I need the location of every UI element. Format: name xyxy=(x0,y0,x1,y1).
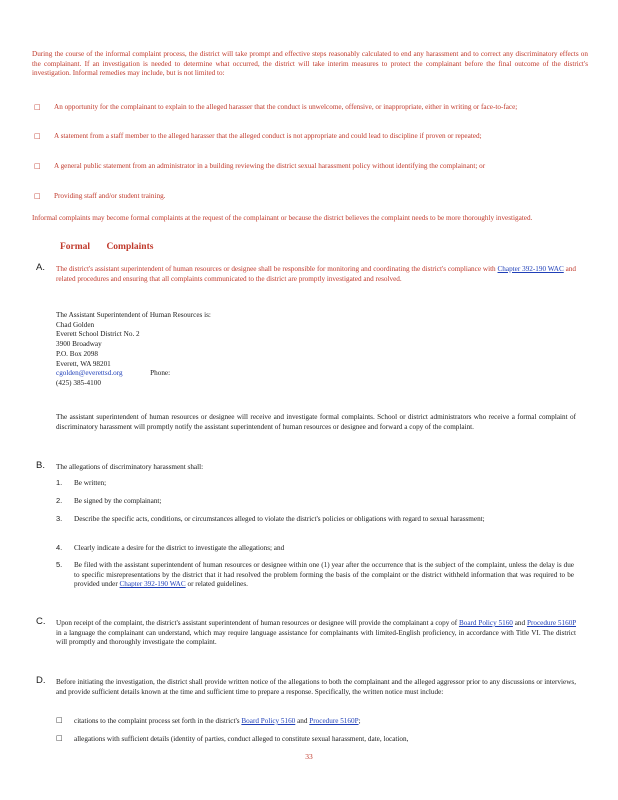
item-number: 3. xyxy=(56,514,63,523)
item-number: 5. xyxy=(56,560,63,569)
intro-paragraph-2: Informal complaints may become formal complaints at the request of the complainant or because the district believes the complaint needs to be more thoroughly investigated. xyxy=(32,214,533,222)
d-bullet-1-end: ; xyxy=(358,717,361,725)
bullet-icon: □ xyxy=(34,192,41,200)
section-b-intro: The allegations of discriminatory harassment shall: xyxy=(56,463,204,471)
bullet-icon: □ xyxy=(56,716,63,724)
section-c-t1: Upon receipt of the complaint, the district's assistant superintendent of human resources or designee will provide the complainant a copy of xyxy=(56,619,458,627)
intro-bullet-1: An opportunity for the complainant to explain to the alleged harasser that the conduct is unwelcome, offensive, or inappropriate, either in writing or face-to-face; xyxy=(54,103,518,111)
item-number: 1. xyxy=(56,478,63,487)
section-a-text xyxy=(56,265,576,284)
intro-bullet-3: A general public statement from an administrator in a building reviewing the district sexual harassment policy without identifying the complainant; or xyxy=(54,162,486,170)
item-number: 2. xyxy=(56,496,63,505)
d-bullet-1-text: citations to the complaint process set forth in the district's xyxy=(74,717,240,725)
bullet-icon: □ xyxy=(34,162,41,170)
contact-city: Everett, WA 98201 xyxy=(56,359,111,368)
list-item: Describe the specific acts, conditions, or circumstances alleged to violate the district's policies or obligations with regard to sexual harassment; xyxy=(74,515,485,523)
list-item: Be signed by the complainant; xyxy=(74,497,162,505)
contact-phone: (425) 385-4100 xyxy=(56,378,101,387)
page-number: 33 xyxy=(305,752,313,761)
section-d-text: Before initiating the investigation, the district shall provide written notice of the allegations to both the complainant and the alleged aggressor prior to any discussions or interviews, and provide sufficient details known at the time and sufficient time to prepare a response. Specifically, the written notice must include: xyxy=(56,678,576,696)
section-a-paragraph: The assistant superintendent of human resources or designee will receive and investigate formal complaints. School or district administrators who receive a formal complaint of discriminatory harassment will promptly notify the assistant superintendent of human resources or designee and forward a copy of the complaint. xyxy=(56,413,576,431)
contact-name: Chad Golden xyxy=(56,320,95,329)
item-number: 4. xyxy=(56,543,63,552)
contact-phone-label: Phone: xyxy=(150,369,171,378)
contact-street: 3900 Broadway xyxy=(56,340,102,349)
section-letter-b: B. xyxy=(36,460,45,471)
section-letter-a: A. xyxy=(36,262,45,273)
board-policy-link[interactable]: Board Policy 5160 xyxy=(241,717,296,725)
bullet-icon: □ xyxy=(34,103,41,111)
section-heading: Formal Complaints xyxy=(60,242,154,252)
list-item xyxy=(74,561,574,590)
wac-link[interactable]: Chapter 392-190 WAC xyxy=(497,265,564,273)
list-item: Clearly indicate a desire for the district to investigate the allegations; and xyxy=(74,544,285,552)
contact-email-link[interactable]: cgolden@everettsd.org xyxy=(56,369,123,378)
intro-bullet-2: A statement from a staff member to the alleged harasser that the alleged conduct is not appropriate and could lead to discipline if proven or repeated; xyxy=(54,132,482,140)
list-item: Be written; xyxy=(74,479,107,487)
contact-org: Everett School District No. 2 xyxy=(56,330,140,339)
procedure-link[interactable]: Procedure 5160P xyxy=(309,717,359,725)
section-c-and: and xyxy=(514,619,526,627)
intro-bullet-4: Providing staff and/or student training. xyxy=(54,192,166,200)
section-letter-c: C. xyxy=(36,616,46,627)
procedure-link[interactable]: Procedure 5160P xyxy=(526,619,577,627)
section-c-t2: in a language the complainant can understand, which may require language assistance for complainants with limited-English proficiency, in accordance with Title VI. The district will promptly and thoroughly investigate the complaint. xyxy=(56,628,576,647)
bullet-icon: □ xyxy=(56,734,63,742)
section-d-bullet-2: allegations with sufficient details (identity of parties, conduct alleged to constitute sexual harassment, date, location, xyxy=(74,735,409,743)
section-c-text xyxy=(56,619,576,648)
section-d-bullet-1 xyxy=(74,717,574,727)
item-5-text: Be filed with the assistant superintendent of human resources or designee within one (1) year after the occurrence that is the subject of the complaint, unless the delay is due to specific misrepresentations by the district that it had resolved the problem forming the basis of the complaint or the district withheld information that was required to be provided under xyxy=(74,561,574,589)
bullet-icon: □ xyxy=(34,132,41,140)
section-letter-d: D. xyxy=(36,675,46,686)
intro-paragraph: During the course of the informal complaint process, the district will take prompt and effective steps reasonably calculated to end any harassment and to correct any discriminatory effects on the complainant. If an investigation is needed to determine what occurred, the district will take interim measures to protect the complainant before the final outcome of the district's investigation. Informal remedies may include, but is not limited to: xyxy=(32,50,588,78)
item-5-after: or related guidelines. xyxy=(187,580,248,589)
board-policy-link[interactable]: Board Policy 5160 xyxy=(458,619,513,627)
contact-intro: The Assistant Superintendent of Human Resources is: xyxy=(56,311,211,319)
contact-block xyxy=(56,311,576,389)
section-a-text-before: The district's assistant superintendent of human resources or designee shall be responsible for monitoring and coordinating the district's compliance with xyxy=(56,265,496,273)
d-bullet-1-and: and xyxy=(297,717,308,725)
contact-pobox: P.O. Box 2098 xyxy=(56,349,98,358)
section-a-text-after: and related procedures and ensuring that all complaints communicated to the district are promptly investigated and resolved. xyxy=(56,265,577,283)
wac-link[interactable]: Chapter 392-190 WAC xyxy=(119,580,186,589)
